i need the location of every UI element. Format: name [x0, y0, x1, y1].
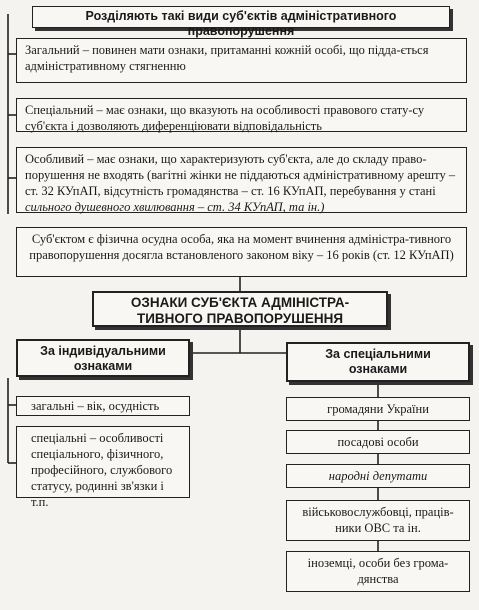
right-item-deputies: народні депутати: [286, 464, 470, 488]
right-item-citizens: громадяни України: [286, 397, 470, 421]
right-branch-heading: За спеціальними ознаками: [286, 342, 470, 382]
type-general: Загальний – повинен мати ознаки, притаманні кожній особі, що підда-ється адміністративному стягненню: [16, 38, 467, 83]
right-item-foreigners: іноземці, особи без грома-дянства: [286, 551, 470, 592]
left-item-general: загальні – вік, осудність: [16, 396, 190, 416]
right-item-officials: посадові особи: [286, 430, 470, 454]
header-title: Розділяють такі види суб'єктів адміністративного правопорушення: [32, 6, 450, 28]
left-item-special: спеціальні – особливості спеціального, фізичного, професійного, службового статусу, родинні зв'язки і т.п.: [16, 426, 190, 498]
definition-box: Суб'єктом є фізична осудна особа, яка на момент вчинення адміністра-тивного правопорушення досягла встановленого законом віку – 16 років (ст. 12 КУпАП): [16, 227, 467, 277]
type-particular-text: Особливий – має ознаки, що характеризують суб'єкта, але до складу право-порушення не входять (вагітні жінки не піддаються адміністративному арешту – ст. 32 КУпАП, відсутність громадянства – ст. 16 КУпАП, перебування у стані: [25, 152, 456, 198]
type-particular-italic: сильного душевного хвилювання – ст. 34 КУпАП, та ін.): [25, 200, 325, 214]
left-branch-heading: За індивідуальними ознаками: [16, 339, 190, 377]
type-particular: [16, 147, 467, 213]
right-item-military: військовослужбовці, праців-ники ОВС та ін.: [286, 500, 470, 541]
type-special: Спеціальний – має ознаки, що вказують на особливості правового стату-су суб'єкта і дозволяють диференціювати відповідальність: [16, 98, 467, 132]
main-title: ОЗНАКИ СУБ'ЄКТА АДМІНІСТРА-ТИВНОГО ПРАВОПОРУШЕННЯ: [92, 291, 388, 327]
